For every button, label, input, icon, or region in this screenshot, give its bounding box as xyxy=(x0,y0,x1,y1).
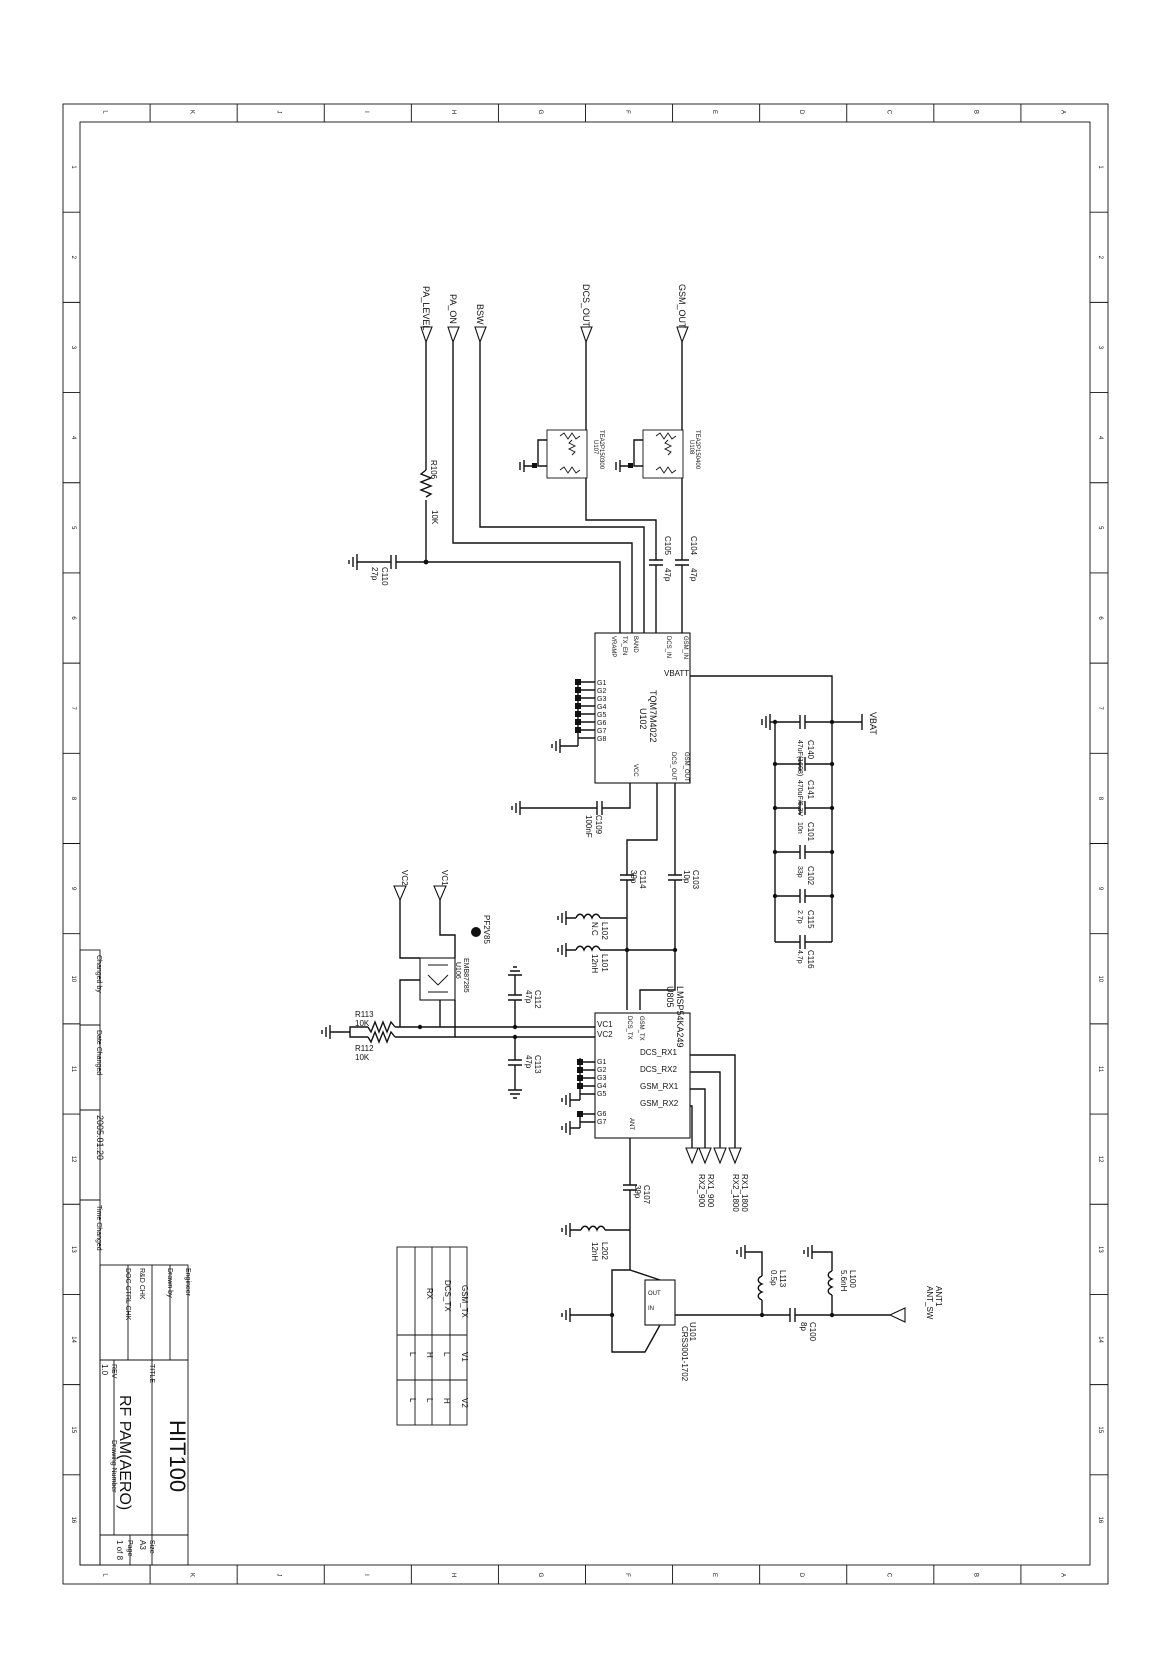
border-col-label: F xyxy=(624,110,631,114)
svg-text:27p: 27p xyxy=(370,567,379,581)
svg-text:BSW: BSW xyxy=(475,304,485,325)
svg-text:ANT1: ANT1 xyxy=(934,1286,943,1307)
capacitor-c110 xyxy=(349,554,426,586)
svg-text:V1: V1 xyxy=(460,1352,469,1362)
capacitor-c100 xyxy=(790,1308,890,1342)
svg-text:RF PAM(AERO): RF PAM(AERO) xyxy=(116,1395,133,1511)
svg-text:H: H xyxy=(442,1398,451,1404)
svg-text:47p: 47p xyxy=(524,990,533,1004)
border-row-label: 10 xyxy=(70,975,76,983)
svg-text:BAND: BAND xyxy=(632,636,638,653)
svg-text:G8: G8 xyxy=(597,736,607,743)
border-row-label: 7 xyxy=(70,706,76,710)
svg-text:L: L xyxy=(408,1398,417,1403)
border-col-label: H xyxy=(449,109,456,115)
border-row-label: 12 xyxy=(70,1155,76,1163)
border-row-label: 5 xyxy=(70,526,76,530)
svg-text:39p: 39p xyxy=(633,1185,642,1199)
svg-text:C103: C103 xyxy=(691,870,700,890)
svg-text:47p: 47p xyxy=(663,568,672,582)
svg-text:5.6nH: 5.6nH xyxy=(839,1270,848,1292)
svg-text:HIT100: HIT100 xyxy=(165,1420,190,1493)
svg-text:U107: U107 xyxy=(592,440,598,455)
port-bsw xyxy=(475,304,486,342)
border-row-label: 11 xyxy=(1097,1065,1103,1073)
svg-text:RX: RX xyxy=(425,1288,434,1300)
port-pa-on xyxy=(448,294,459,342)
truth-table xyxy=(397,1247,469,1425)
border-col-label: H xyxy=(449,1572,456,1578)
capacitor-c109 xyxy=(512,783,630,838)
svg-text:RX2_900: RX2_900 xyxy=(697,1174,706,1208)
border-col-label: D xyxy=(798,1572,805,1578)
svg-text:C115: C115 xyxy=(806,910,815,929)
svg-text:C104: C104 xyxy=(689,536,698,556)
svg-text:100nF: 100nF xyxy=(584,815,593,838)
svg-text:PA_ON: PA_ON xyxy=(448,294,458,324)
svg-text:G2: G2 xyxy=(597,688,607,695)
border-row-label: 2 xyxy=(70,255,76,259)
port-vc2 xyxy=(394,870,409,900)
border-row-label: 14 xyxy=(1097,1336,1103,1343)
svg-text:VC2: VC2 xyxy=(597,1030,613,1039)
ic-u805-antenna-switch xyxy=(595,986,690,1138)
capacitor-c107 xyxy=(623,1185,651,1270)
u102-ground-pins xyxy=(552,679,606,753)
border-row-label: 7 xyxy=(1097,706,1103,710)
svg-text:Drawing Number: Drawing Number xyxy=(110,1440,117,1493)
svg-text:VBAT: VBAT xyxy=(868,712,878,735)
svg-text:12nH: 12nH xyxy=(590,954,599,974)
port-dcs-out xyxy=(581,284,592,342)
border-col-label: E xyxy=(711,109,718,115)
title-block xyxy=(80,950,191,1565)
svg-text:RX2_1800: RX2_1800 xyxy=(731,1174,740,1212)
svg-text:GSM_IN: GSM_IN xyxy=(682,636,688,660)
ic-u102-pam xyxy=(595,633,690,783)
svg-text:C100: C100 xyxy=(808,1322,817,1342)
border-row-label: 16 xyxy=(70,1516,76,1524)
svg-text:LMSP54KA249: LMSP54KA249 xyxy=(675,986,685,1048)
svg-text:N.C: N.C xyxy=(590,922,599,936)
svg-text:L101: L101 xyxy=(600,954,609,972)
border-row-label: 1 xyxy=(70,165,76,169)
border-row-label: 6 xyxy=(70,616,76,620)
resistor-r113 xyxy=(355,1010,395,1032)
border-col-label: J xyxy=(275,110,282,114)
svg-text:47uF(1608): 47uF(1608) xyxy=(796,740,803,777)
svg-text:12nH: 12nH xyxy=(590,1242,599,1262)
attenuator-u108 xyxy=(616,430,700,478)
svg-text:DCS_TX: DCS_TX xyxy=(626,1016,632,1040)
border-col-label: A xyxy=(1059,109,1066,115)
border-row-label: 1 xyxy=(1097,165,1103,169)
svg-text:C102: C102 xyxy=(806,866,815,886)
border-col-label: I xyxy=(362,111,369,113)
border-col-label: E xyxy=(711,1572,718,1578)
svg-text:470uF/6.3V: 470uF/6.3V xyxy=(796,780,803,817)
border-row-label: 15 xyxy=(1097,1426,1103,1434)
svg-text:R106: R106 xyxy=(429,460,438,480)
svg-text:10K: 10K xyxy=(355,1019,370,1028)
svg-text:RX1_1800: RX1_1800 xyxy=(740,1174,749,1212)
border-row-label: 10 xyxy=(1097,975,1103,983)
svg-text:DCS_TX: DCS_TX xyxy=(443,1280,452,1312)
svg-text:DOC CTRL CHK: DOC CTRL CHK xyxy=(124,1268,131,1321)
svg-text:1 of 8: 1 of 8 xyxy=(115,1540,124,1561)
inductor-l100 xyxy=(804,1245,857,1315)
svg-text:C105: C105 xyxy=(663,536,672,556)
svg-text:VRAMP: VRAMP xyxy=(610,636,616,658)
svg-text:L: L xyxy=(442,1352,451,1357)
border-row-label: 5 xyxy=(1097,526,1103,530)
svg-text:G2: G2 xyxy=(597,1067,607,1074)
svg-text:TX_EN: TX_EN xyxy=(621,636,627,656)
capacitor-c104 xyxy=(675,536,698,628)
svg-text:4.7p: 4.7p xyxy=(796,950,803,964)
svg-text:C107: C107 xyxy=(642,1185,651,1205)
svg-text:10K: 10K xyxy=(430,510,439,525)
svg-text:L202: L202 xyxy=(600,1242,609,1260)
svg-text:U102: U102 xyxy=(638,708,648,730)
svg-text:1.0: 1.0 xyxy=(100,1364,109,1376)
border-row-label: 9 xyxy=(1097,886,1103,891)
border-col-label: G xyxy=(536,109,543,115)
inductor-l113 xyxy=(737,1245,787,1315)
border-col-label: J xyxy=(275,1573,282,1577)
svg-text:47p: 47p xyxy=(689,568,698,582)
svg-text:C141: C141 xyxy=(806,780,815,800)
svg-text:TITLE: TITLE xyxy=(148,1364,155,1384)
border-row-label: 16 xyxy=(1097,1516,1103,1524)
svg-text:U108: U108 xyxy=(688,440,694,455)
svg-text:C116: C116 xyxy=(806,950,815,969)
svg-text:GSM_OUT: GSM_OUT xyxy=(683,752,689,782)
svg-text:DCS_OUT: DCS_OUT xyxy=(670,752,676,781)
svg-text:EMB87285: EMB87285 xyxy=(462,958,469,993)
svg-text:GSM_OUT: GSM_OUT xyxy=(677,284,687,329)
svg-text:R&D CHK: R&D CHK xyxy=(138,1268,145,1300)
connector-u101 xyxy=(645,1280,697,1382)
capacitor-c113 xyxy=(508,1037,542,1098)
svg-text:V2: V2 xyxy=(460,1398,469,1408)
border-row-label: 6 xyxy=(1097,616,1103,620)
svg-text:L113: L113 xyxy=(778,1270,787,1288)
svg-text:8p: 8p xyxy=(799,1322,808,1331)
border-row-label: 3 xyxy=(1097,345,1103,350)
border-row-label: 12 xyxy=(1097,1155,1103,1163)
svg-text:VBATT: VBATT xyxy=(664,669,690,678)
svg-text:G1: G1 xyxy=(597,1059,607,1066)
svg-text:VCC: VCC xyxy=(632,764,638,777)
svg-text:G5: G5 xyxy=(597,1091,607,1098)
svg-text:L100: L100 xyxy=(848,1270,857,1288)
svg-text:PF2V85: PF2V85 xyxy=(482,915,491,944)
svg-text:C109: C109 xyxy=(594,815,603,835)
svg-text:Drawn by: Drawn by xyxy=(166,1268,173,1298)
border-col-label: I xyxy=(362,1574,369,1576)
svg-text:DCS_OUT: DCS_OUT xyxy=(581,284,591,328)
svg-text:H: H xyxy=(425,1352,434,1358)
svg-text:47p: 47p xyxy=(524,1055,533,1069)
svg-text:TQM7M4022: TQM7M4022 xyxy=(648,690,658,743)
border-row-label: 11 xyxy=(70,1065,76,1073)
border-row-label: 8 xyxy=(70,796,76,801)
svg-text:0.5p: 0.5p xyxy=(769,1270,778,1286)
svg-text:DCS_RX1: DCS_RX1 xyxy=(640,1048,677,1057)
svg-text:2005.01.20: 2005.01.20 xyxy=(95,1115,105,1161)
border-col-label: L xyxy=(101,1573,108,1577)
svg-text:G4: G4 xyxy=(597,1083,607,1090)
svg-text:Size: Size xyxy=(148,1540,155,1554)
svg-text:CRS3001-1702: CRS3001-1702 xyxy=(680,1326,689,1382)
border-row-label: 8 xyxy=(1097,796,1103,801)
port-gsm-out xyxy=(677,284,688,342)
svg-text:OUT: OUT xyxy=(648,1291,661,1297)
svg-text:G7: G7 xyxy=(597,728,607,735)
svg-text:C140: C140 xyxy=(806,740,815,760)
svg-text:G3: G3 xyxy=(597,696,607,703)
svg-text:TEA2P150300: TEA2P150300 xyxy=(598,430,604,470)
border-col-label: G xyxy=(536,1572,543,1578)
border-row-label: 2 xyxy=(1097,255,1103,259)
svg-text:Date Changed: Date Changed xyxy=(95,1030,102,1076)
svg-text:L: L xyxy=(425,1398,434,1403)
svg-text:REV: REV xyxy=(110,1364,117,1379)
svg-text:C114: C114 xyxy=(638,870,647,889)
border-col-label: F xyxy=(624,1573,631,1577)
svg-text:RX1_900: RX1_900 xyxy=(706,1174,715,1208)
svg-text:Changed by: Changed by xyxy=(95,955,102,993)
svg-text:U101: U101 xyxy=(688,1322,697,1342)
port-vc1 xyxy=(434,870,449,900)
inductor-l202 xyxy=(562,1223,630,1261)
svg-text:U106: U106 xyxy=(454,962,461,979)
capacitor-c112 xyxy=(508,967,542,1027)
svg-text:VC1: VC1 xyxy=(597,1020,613,1029)
port-pa-level xyxy=(421,286,432,342)
svg-text:DCS_IN: DCS_IN xyxy=(665,636,671,659)
border-row-label: 4 xyxy=(70,435,76,440)
svg-text:10K: 10K xyxy=(355,1053,370,1062)
svg-text:VC1: VC1 xyxy=(440,870,449,886)
border-col-label: K xyxy=(188,1572,195,1578)
svg-text:G4: G4 xyxy=(597,704,607,711)
svg-text:GSM_RX2: GSM_RX2 xyxy=(640,1099,679,1108)
svg-text:G5: G5 xyxy=(597,712,607,719)
svg-text:PA_LEVEL: PA_LEVEL xyxy=(421,286,431,331)
svg-text:TEA2P150400: TEA2P150400 xyxy=(694,430,700,470)
resistor-r106 xyxy=(421,460,439,525)
border-col-label: D xyxy=(798,109,805,115)
svg-text:Engineer: Engineer xyxy=(184,1268,191,1297)
svg-text:R113: R113 xyxy=(355,1010,374,1019)
svg-text:DCS_RX2: DCS_RX2 xyxy=(640,1065,677,1074)
svg-text:G1: G1 xyxy=(597,680,607,687)
border-col-label: A xyxy=(1059,1572,1066,1578)
border-row-label: 13 xyxy=(1097,1246,1103,1253)
border-col-label: B xyxy=(972,109,979,115)
inductor-l101 xyxy=(558,943,675,973)
border-row-label: 9 xyxy=(70,886,76,891)
svg-text:2.7p: 2.7p xyxy=(796,910,803,924)
border-col-label: C xyxy=(885,109,892,115)
svg-text:Time Changed: Time Changed xyxy=(95,1205,102,1251)
svg-text:39p: 39p xyxy=(629,870,638,884)
border-col-label: B xyxy=(972,1572,979,1578)
border-row-label: 4 xyxy=(1097,435,1103,440)
attenuator-u107 xyxy=(520,430,604,478)
border-col-label: L xyxy=(101,110,108,114)
border-col-label: K xyxy=(188,109,195,115)
svg-text:Page: Page xyxy=(126,1540,133,1557)
svg-text:ANT: ANT xyxy=(628,1118,634,1130)
svg-text:C113: C113 xyxy=(533,1055,542,1074)
svg-text:A3: A3 xyxy=(138,1540,147,1550)
svg-text:GSM_RX1: GSM_RX1 xyxy=(640,1082,679,1091)
svg-text:ANT_SW: ANT_SW xyxy=(925,1286,934,1320)
svg-text:10n: 10n xyxy=(796,822,803,834)
border-row-label: 14 xyxy=(70,1336,76,1343)
svg-text:G7: G7 xyxy=(597,1119,607,1126)
svg-text:C110: C110 xyxy=(380,567,389,586)
svg-text:10p: 10p xyxy=(682,870,691,884)
capacitor-c105 xyxy=(649,536,672,628)
border-col-label: C xyxy=(885,1572,892,1578)
border-row-label: 13 xyxy=(70,1246,76,1253)
svg-text:U805: U805 xyxy=(665,986,675,1008)
svg-text:R112: R112 xyxy=(355,1044,374,1053)
border-row-label: 3 xyxy=(70,345,76,350)
svg-text:G6: G6 xyxy=(597,720,607,727)
svg-text:G3: G3 xyxy=(597,1075,607,1082)
svg-text:VC2: VC2 xyxy=(400,870,409,886)
antenna-port xyxy=(890,1286,943,1322)
decoupling-capacitor-bank xyxy=(762,714,834,969)
svg-text:C101: C101 xyxy=(806,822,815,842)
capacitor-c114 xyxy=(620,870,647,950)
svg-text:C112: C112 xyxy=(533,990,542,1009)
svg-text:G6: G6 xyxy=(597,1111,607,1118)
svg-text:GSM_TX: GSM_TX xyxy=(460,1285,469,1318)
border-row-label: 15 xyxy=(70,1426,76,1434)
svg-text:IN: IN xyxy=(648,1306,654,1312)
inductor-l102 xyxy=(558,911,627,940)
svg-text:33p: 33p xyxy=(796,866,803,878)
port-vbat xyxy=(832,712,878,735)
svg-text:GSM_TX: GSM_TX xyxy=(638,1016,644,1041)
svg-text:L102: L102 xyxy=(600,922,609,940)
svg-text:L: L xyxy=(408,1352,417,1357)
